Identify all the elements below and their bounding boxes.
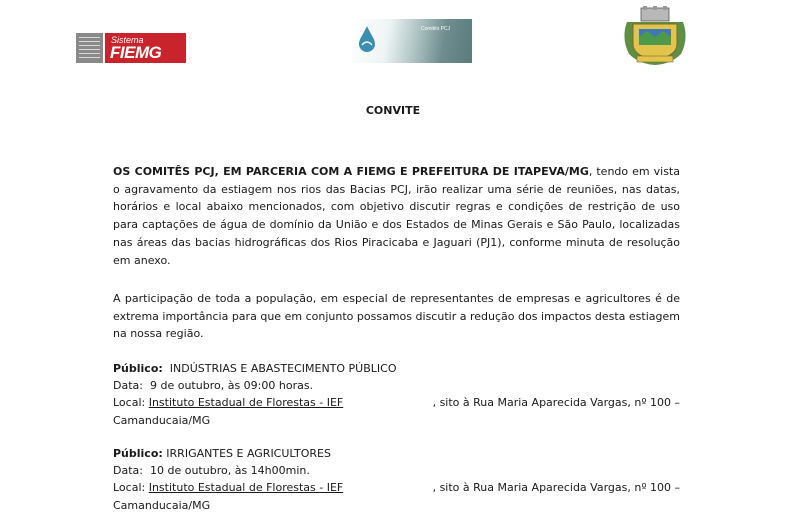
event-local-label: Local:: [113, 481, 146, 495]
fiemg-mark-icon: [76, 33, 103, 63]
intro-bold-text: OS COMITÊS PCJ, EM PARCERIA COM A FIEMG E PREFEITURA DE ITAPEVA/MG: [113, 165, 589, 178]
document-title: CONVITE: [365, 104, 421, 117]
pcj-drop-icon: [356, 25, 378, 53]
intro-rest-text: , tendo em vista o agravamento da estiagem nos rios das Bacias PCJ, irão realizar uma série de reuniões, nas datas, horários e local abaixo mencionados, com objetivo discutir regras e condições de restrição de uso para captações de água de domínio da União e dos Estados de Minas Gerais e São Paulo, localizadas nas áreas das bacias hidrográficas dos Rios Piracicaba e Jaguari (PJ1), conforme minuta de resolução em anexo.: [113, 165, 680, 267]
event-local-address: , sito à Rua Maria Aparecida Vargas, nº 100 –: [432, 396, 680, 410]
pcj-title-text: Comitês PCJ: [421, 26, 451, 32]
fiemg-big-text: FIEMG: [110, 43, 162, 62]
event-date-label: Data:: [113, 379, 143, 393]
event-local-line: [113, 394, 680, 411]
event-date-line: [113, 377, 680, 394]
itapeva-crest-icon: [619, 4, 691, 66]
event-public-value: IRRIGANTES E AGRICULTORES: [166, 447, 331, 460]
event-local-address: , sito à Rua Maria Aparecida Vargas, nº 100 –: [432, 481, 680, 495]
event-public-value: INDÚSTRIAS E ABASTECIMENTO PÚBLICO: [169, 362, 397, 375]
event-block: [113, 360, 680, 429]
intro-paragraph: [113, 163, 680, 269]
pcj-logo: [352, 19, 472, 63]
event-city-line: Camanducaia/MG: [113, 413, 211, 427]
event-public-line: [113, 360, 680, 377]
event-date-label: Data:: [113, 464, 143, 478]
fiemg-logo: [76, 33, 186, 63]
fiemg-small-text: Sistema: [111, 35, 144, 45]
event-local-link[interactable]: Instituto Estadual de Florestas - IEF: [148, 396, 344, 410]
event-local-line: [113, 479, 680, 496]
event-local-label: Local:: [113, 396, 146, 410]
fiemg-wordmark: [105, 33, 186, 63]
event-block: [113, 445, 680, 514]
event-public-line: [113, 445, 680, 462]
event-date-value: 10 de outubro, às 14h00min.: [149, 464, 310, 478]
event-public-label: Público:: [113, 362, 163, 375]
event-public-label: Público:: [113, 447, 163, 460]
event-city-line: Camanducaia/MG: [113, 498, 211, 512]
event-local-link[interactable]: Instituto Estadual de Florestas - IEF: [148, 481, 344, 495]
event-date-value: 9 de outubro, às 09:00 horas.: [149, 379, 314, 393]
event-date-line: [113, 462, 680, 479]
participation-paragraph: A participação de toda a população, em especial de representantes de empresas e agricultores é de extrema importância para que em conjunto possamos discutir a redução dos impactos desta estiagem na nossa região.: [113, 292, 680, 341]
